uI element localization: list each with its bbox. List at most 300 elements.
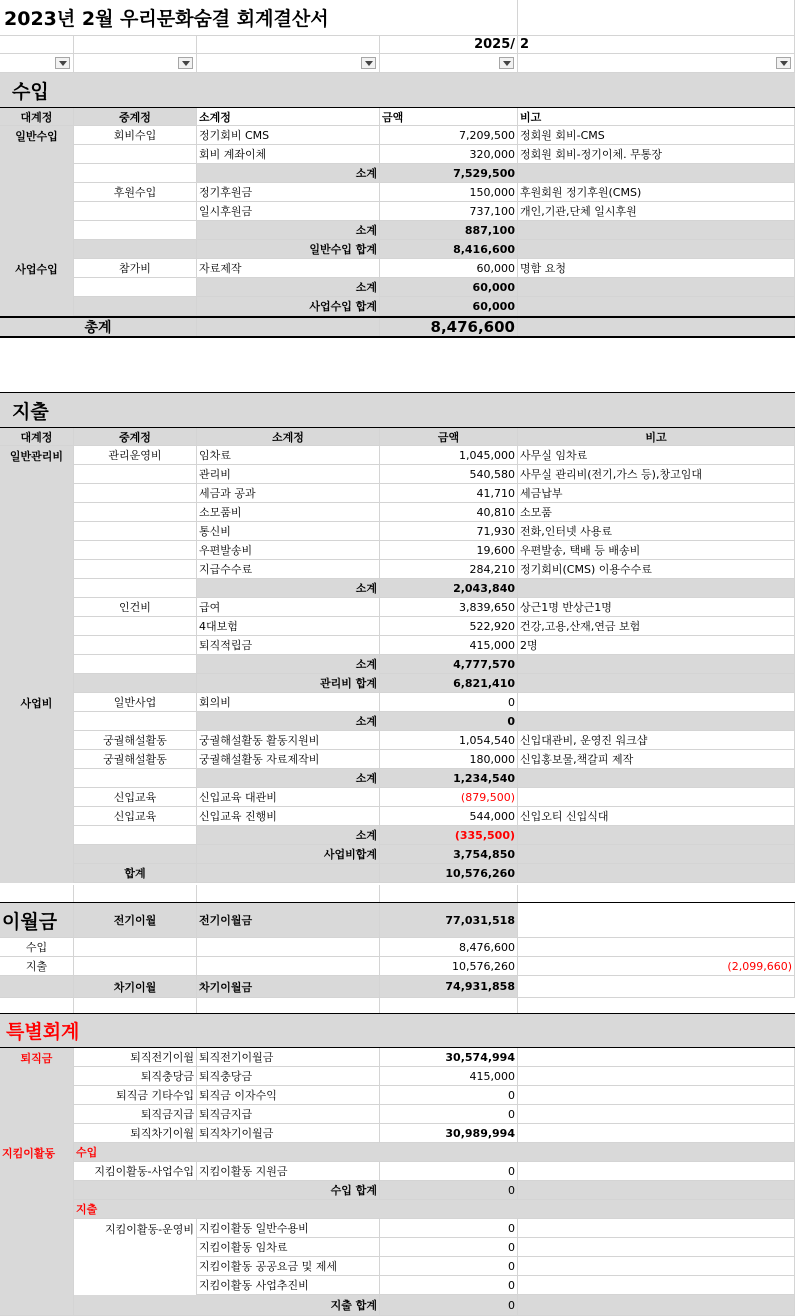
spacer-row [0,885,795,903]
minor-account-cell: 임차료 [197,446,380,465]
carry-prev-row [0,903,795,938]
empty-cell [518,864,795,883]
empty-cell [197,998,380,1013]
special-heading: 특별회계 [6,1021,80,1043]
minor-account-cell: 정기후원금 [197,183,380,202]
income-heading: 수입 [12,80,49,103]
retire-minor: 퇴직충당금 [197,1067,380,1086]
retire-middle: 퇴직금지급 [74,1105,197,1124]
empty-cell [74,579,197,598]
empty-cell [380,998,518,1013]
empty-cell [74,36,197,54]
period-year[interactable]: 2025/ [380,36,518,54]
table-row [0,202,795,221]
amount-cell: 41,710 [380,484,518,503]
carry-in-amount: 8,476,600 [380,938,518,957]
gcamp-out-total-row [0,1295,795,1316]
empty-cell [518,221,795,240]
empty-cell [518,826,795,845]
empty-cell [518,164,795,183]
gcamp-in-total-label: 수입 합계 [74,1181,380,1200]
note-cell: 2명 [518,636,795,655]
header-major: 대계정 [0,108,74,126]
period-row [0,36,795,54]
middle-account-cell: 궁궐해설활동 [74,731,197,750]
major-account-cell [0,278,74,297]
table-row [0,446,795,465]
dropdown-arrow-icon[interactable] [55,57,70,69]
empty-cell [0,1219,74,1238]
major-account-cell [0,674,74,693]
minor-account-cell: 세금과 공과 [197,484,380,503]
major-account-cell [0,297,74,316]
empty-cell [518,1048,795,1067]
carry-in-row [0,938,795,957]
empty-cell [0,1105,74,1124]
empty-cell [518,1162,795,1181]
note-cell: 정회원 회비-정기이체. 무통장 [518,145,795,164]
empty-cell [74,240,197,259]
minor-account-cell: 회의비 [197,693,380,712]
gcamp-out-minor: 지킴이활동 임차료 [197,1238,380,1257]
gcamp-in-minor: 지킴이활동 지원금 [197,1162,380,1181]
subtotal-amount: 60,000 [380,297,518,316]
gcamp-out-amount: 0 [380,1257,518,1276]
amount-cell: 284,210 [380,560,518,579]
middle-account-cell [74,465,197,484]
gcamp-in-total-row [0,1181,795,1200]
gcamp-in-row [0,1162,795,1181]
subtotal-label: 소계 [197,826,380,845]
gcamp-out-middle [74,1238,197,1257]
header-note: 비고 [518,108,795,126]
amount-cell: 19,600 [380,541,518,560]
empty-cell [74,674,197,693]
note-cell: 정회원 회비-CMS [518,126,795,145]
dropdown-arrow-icon[interactable] [361,57,376,69]
middle-account-cell: 인건비 [74,598,197,617]
amount-cell: 320,000 [380,145,518,164]
minor-account-cell: 4대보험 [197,617,380,636]
amount-cell: 544,000 [380,807,518,826]
empty-cell [518,1181,795,1200]
middle-account-cell: 일반사업 [74,693,197,712]
subtotal-row [0,297,795,316]
middle-account-cell [74,503,197,522]
income-grand-row [0,316,795,338]
major-account-cell [0,503,74,522]
carry-heading: 이월금 [0,903,74,938]
table-row [0,693,795,712]
note-cell: 세금납부 [518,484,795,503]
middle-account-cell: 관리운영비 [74,446,197,465]
major-account-cell [0,807,74,826]
income-header-row [0,108,795,126]
empty-cell [197,318,380,336]
period-month[interactable]: 2 [518,36,795,54]
middle-account-cell [74,522,197,541]
note-cell: 명함 요청 [518,259,795,278]
carry-next-row [0,976,795,998]
note-cell: 신입오티 신입식대 [518,807,795,826]
empty-cell [518,1067,795,1086]
gcamp-out-middle [74,1257,197,1276]
empty-cell [74,278,197,297]
subtotal-amount: (335,500) [380,826,518,845]
filter-cell [0,54,74,73]
table-row [0,617,795,636]
note-cell [518,788,795,807]
empty-cell [197,957,380,976]
table-row [0,465,795,484]
empty-cell [74,957,197,976]
filter-row [0,54,795,73]
empty-cell [74,164,197,183]
minor-account-cell: 지급수수료 [197,560,380,579]
subtotal-amount: 7,529,500 [380,164,518,183]
empty-cell [0,1067,74,1086]
empty-cell [518,1238,795,1257]
subtotal-row [0,655,795,674]
major-account-cell [0,202,74,221]
filter-cell [197,54,380,73]
dropdown-arrow-icon[interactable] [776,57,791,69]
subtotal-row [0,278,795,297]
gcamp-out-total-amount: 0 [380,1295,518,1316]
gcamp-in-amount: 0 [380,1162,518,1181]
spacer-row [0,998,795,1014]
table-row [0,807,795,826]
empty-cell [518,318,795,336]
table-row [0,598,795,617]
empty-cell [518,655,795,674]
middle-account-cell [74,636,197,655]
gcamp-out-amount: 0 [380,1276,518,1295]
subtotal-amount: 8,416,600 [380,240,518,259]
filter-cell [518,54,795,73]
header-amount: 금액 [380,108,518,126]
empty-cell [0,1295,74,1316]
subtotal-amount: 6,821,410 [380,674,518,693]
carry-out-row [0,957,795,976]
minor-account-cell: 통신비 [197,522,380,541]
empty-cell [518,1086,795,1105]
empty-cell [0,976,74,998]
gcamp-out-heading: 지출 [74,1200,795,1219]
table-row [0,636,795,655]
empty-cell [74,769,197,788]
note-cell: 정기회비(CMS) 이용수수료 [518,560,795,579]
subtotal-amount: 2,043,840 [380,579,518,598]
retire-label: 퇴직금 [0,1048,74,1143]
minor-account-cell: 신입교육 진행비 [197,807,380,826]
note-cell: 사무실 관리비(전기,가스 등),창고임대 [518,465,795,484]
amount-cell: 540,580 [380,465,518,484]
header-note: 비고 [518,428,795,446]
grand-total-label: 합계 [74,864,197,883]
amount-cell: 737,100 [380,202,518,221]
dropdown-arrow-icon[interactable] [499,57,514,69]
subtotal-row [0,579,795,598]
subtotal-amount: 60,000 [380,278,518,297]
amount-cell: 71,930 [380,522,518,541]
major-account-cell [0,221,74,240]
amount-cell: 180,000 [380,750,518,769]
major-account-cell: 사업비 [0,693,74,712]
retire-row [0,1124,795,1143]
empty-cell [518,1295,795,1316]
gcamp-out-row [0,1238,795,1257]
empty-cell [74,712,197,731]
header-minor: 소계정 [197,108,380,126]
empty-cell [74,297,197,316]
table-row [0,503,795,522]
minor-account-cell: 관리비 [197,465,380,484]
empty-cell [74,998,197,1013]
subtotal-amount: 1,234,540 [380,769,518,788]
major-account-cell [0,465,74,484]
gcamp-in-heading: 수입 [74,1143,795,1162]
empty-cell [518,1257,795,1276]
subtotal-label: 소계 [197,769,380,788]
page-title: 2023년 2월 우리문화숨결 회계결산서 [0,0,518,36]
empty-cell [0,998,74,1013]
retire-middle: 퇴직충당금 [74,1067,197,1086]
gcamp-out-row [0,1276,795,1295]
major-account-cell [0,655,74,674]
retire-amount: 0 [380,1105,518,1124]
table-row [0,560,795,579]
gcamp-out-amount: 0 [380,1219,518,1238]
gcamp-out-minor: 지킴이활동 공공요금 및 제세 [197,1257,380,1276]
middle-account-cell [74,541,197,560]
spacer-row [0,338,795,393]
header-amount: 금액 [380,428,518,446]
subtotal-row [0,674,795,693]
minor-account-cell: 신입교육 대관비 [197,788,380,807]
amount-cell: 40,810 [380,503,518,522]
empty-cell [74,885,197,902]
subtotal-label: 사업수입 합계 [197,297,380,316]
table-row [0,126,795,145]
retire-minor: 퇴직금지급 [197,1105,380,1124]
empty-cell [518,297,795,316]
major-account-cell [0,731,74,750]
subtotal-label: 소계 [197,278,380,297]
empty-cell [518,1105,795,1124]
carry-next-amount: 74,931,858 [380,976,518,998]
gcamp-out-row [0,1219,795,1238]
retire-row [0,1105,795,1124]
major-account-cell [0,145,74,164]
major-account-cell [0,636,74,655]
middle-account-cell [74,560,197,579]
carry-out-amount: 10,576,260 [380,957,518,976]
empty-cell [0,1238,74,1257]
retire-middle: 퇴직전기이월 [74,1048,197,1067]
major-account-cell [0,484,74,503]
table-row [0,183,795,202]
filter-cell [380,54,518,73]
subtotal-label: 소계 [197,164,380,183]
subtotal-amount: 0 [380,712,518,731]
empty-cell [74,845,197,864]
middle-account-cell: 후원수입 [74,183,197,202]
retire-amount: 0 [380,1086,518,1105]
empty-cell [518,845,795,864]
gcamp-out-middle: 지킴이활동-운영비 [74,1219,197,1238]
income-grand-label: 총계 [0,318,197,336]
empty-cell [74,221,197,240]
note-cell: 소모품 [518,503,795,522]
subtotal-amount: 4,777,570 [380,655,518,674]
empty-cell [518,712,795,731]
gcamp-out-minor: 지킴이활동 일반수용비 [197,1219,380,1238]
note-cell [518,693,795,712]
minor-account-cell: 급여 [197,598,380,617]
amount-cell: 1,045,000 [380,446,518,465]
retire-middle: 퇴직금 기타수입 [74,1086,197,1105]
empty-cell [518,674,795,693]
table-row [0,750,795,769]
header-middle: 중계정 [74,108,197,126]
empty-cell [0,1276,74,1295]
minor-account-cell: 정기회비 CMS [197,126,380,145]
filter-cell [74,54,197,73]
empty-cell [0,1162,74,1181]
note-cell: 후원회원 정기후원(CMS) [518,183,795,202]
carry-next-sub: 차기이월금 [197,976,380,998]
gcamp-out-amount: 0 [380,1238,518,1257]
major-account-cell [0,164,74,183]
minor-account-cell: 궁궐해설활동 활동지원비 [197,731,380,750]
subtotal-row [0,221,795,240]
subtotal-row [0,240,795,259]
major-account-cell [0,522,74,541]
retire-amount: 415,000 [380,1067,518,1086]
special-heading-row [0,1014,795,1048]
empty-cell [0,1086,74,1105]
empty-cell [0,36,74,54]
empty-cell [518,1124,795,1143]
retire-row [0,1086,795,1105]
note-cell: 상근1명 반상근1명 [518,598,795,617]
minor-account-cell: 일시후원금 [197,202,380,221]
subtotal-amount: 3,754,850 [380,845,518,864]
minor-account-cell: 회비 계좌이체 [197,145,380,164]
expense-heading-row [0,393,795,428]
middle-account-cell [74,484,197,503]
subtotal-row [0,769,795,788]
gcamp-in-heading-row [0,1143,795,1162]
amount-cell: 7,209,500 [380,126,518,145]
subtotal-label: 일반수입 합계 [197,240,380,259]
amount-cell: 1,054,540 [380,731,518,750]
major-account-cell [0,845,74,864]
major-account-cell: 사업수입 [0,259,74,278]
major-account-cell [0,541,74,560]
middle-account-cell [74,617,197,636]
empty-cell [0,1257,74,1276]
major-account-cell [0,183,74,202]
major-account-cell [0,617,74,636]
minor-account-cell: 우편발송비 [197,541,380,560]
empty-cell [0,1124,74,1143]
empty-cell [197,36,380,54]
major-account-cell [0,240,74,259]
empty-cell [197,864,380,883]
gcamp-out-total-label: 지출 합계 [74,1295,380,1316]
table-row [0,788,795,807]
empty-cell [518,903,795,938]
subtotal-label: 관리비 합계 [197,674,380,693]
empty-cell [0,885,74,902]
retire-row [0,1067,795,1086]
empty-cell [0,1181,74,1200]
minor-account-cell: 궁궐해설활동 자료제작비 [197,750,380,769]
empty-cell [197,885,380,902]
major-account-cell [0,788,74,807]
gcamp-out-heading-row [0,1200,795,1219]
major-account-cell: 일반관리비 [0,446,74,465]
carry-prev-label: 전기이월 [74,903,197,938]
retire-amount: 30,989,994 [380,1124,518,1143]
amount-cell: 0 [380,693,518,712]
empty-cell [518,769,795,788]
subtotal-amount: 887,100 [380,221,518,240]
minor-account-cell: 자료제작 [197,259,380,278]
amount-cell: 522,920 [380,617,518,636]
empty-cell [380,885,518,902]
major-account-cell [0,560,74,579]
note-cell: 사무실 임차료 [518,446,795,465]
empty-cell [0,1200,74,1219]
carry-out-label: 지출 [0,957,74,976]
table-row [0,541,795,560]
minor-account-cell: 소모품비 [197,503,380,522]
empty-cell [518,240,795,259]
minor-account-cell: 퇴직적립금 [197,636,380,655]
empty-cell [518,1219,795,1238]
retire-minor: 퇴직전기이월금 [197,1048,380,1067]
major-account-cell [0,864,74,883]
amount-cell: 150,000 [380,183,518,202]
empty-cell [518,0,795,36]
table-row [0,259,795,278]
subtotal-label: 사업비합계 [197,845,380,864]
note-cell: 신입대관비, 운영진 워크샵 [518,731,795,750]
middle-account-cell [74,202,197,221]
middle-account-cell [74,145,197,164]
note-cell: 전화,인터넷 사용료 [518,522,795,541]
carry-diff-amount: (2,099,660) [518,957,795,976]
dropdown-arrow-icon[interactable] [178,57,193,69]
empty-cell [74,655,197,674]
middle-account-cell: 궁궐해설활동 [74,750,197,769]
header-major: 대계정 [0,428,74,446]
empty-cell [0,1048,74,1067]
subtotal-row [0,826,795,845]
header-middle: 중계정 [74,428,197,446]
subtotal-row [0,845,795,864]
middle-account-cell: 신입교육 [74,807,197,826]
empty-cell [197,938,380,957]
expense-heading: 지출 [12,400,49,423]
gcamp-out-middle [74,1276,197,1295]
major-account-cell [0,769,74,788]
retire-minor: 퇴직금 이자수익 [197,1086,380,1105]
income-grand-amount: 8,476,600 [380,318,518,336]
